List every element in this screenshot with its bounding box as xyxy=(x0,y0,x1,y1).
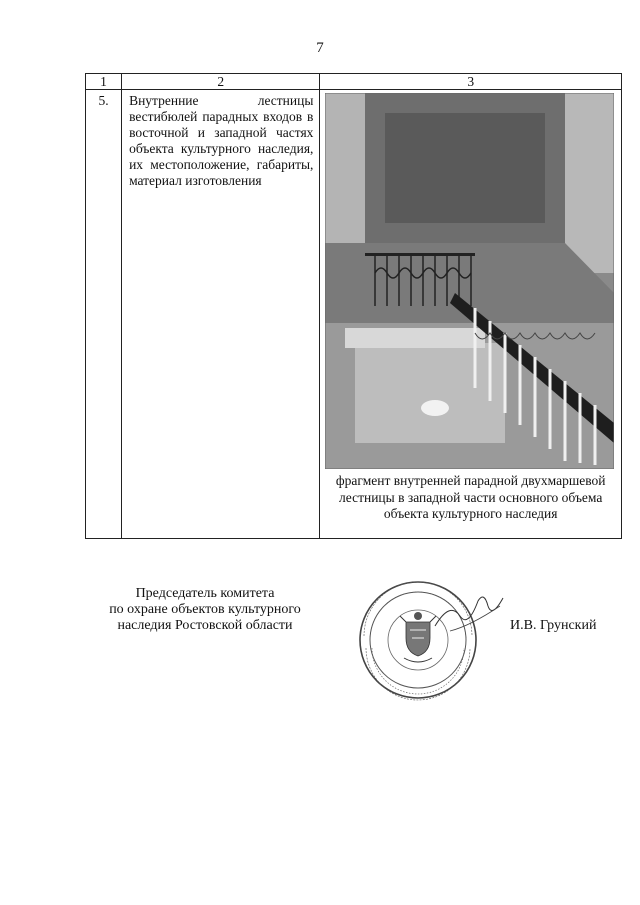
signatory-name: И.В. Грунский xyxy=(510,618,597,633)
row-description-cell xyxy=(122,90,320,539)
row-description: Внутренние лестницы вестибюлей парадных входов в восточной и западной частях объекта культурного наследия, их местоположение, габариты, материал изготовления xyxy=(129,93,314,188)
signature-block xyxy=(0,586,640,706)
header-col-2: 2 xyxy=(122,74,320,90)
heritage-table xyxy=(85,73,622,539)
table-row xyxy=(86,90,622,539)
signatory-title-line: по охране объектов культурного xyxy=(109,602,301,617)
header-col-3: 3 xyxy=(320,74,622,90)
row-number: 5. xyxy=(86,90,122,539)
photo-caption: фрагмент внутренней парадной двухмаршевой лестницы в западной части основного объема объекта культурного наследия xyxy=(335,473,606,521)
header-col-1: 1 xyxy=(86,74,122,90)
staircase-photo xyxy=(325,93,614,469)
signatory-title-line: наследия Ростовской области xyxy=(117,618,293,633)
signatory-title-line: Председатель комитета xyxy=(135,586,275,601)
row-photo-cell xyxy=(320,90,622,539)
page-number: 7 xyxy=(316,40,324,56)
table-header-row xyxy=(86,74,622,90)
handwritten-signature xyxy=(430,596,510,646)
signatory-title xyxy=(95,586,315,634)
